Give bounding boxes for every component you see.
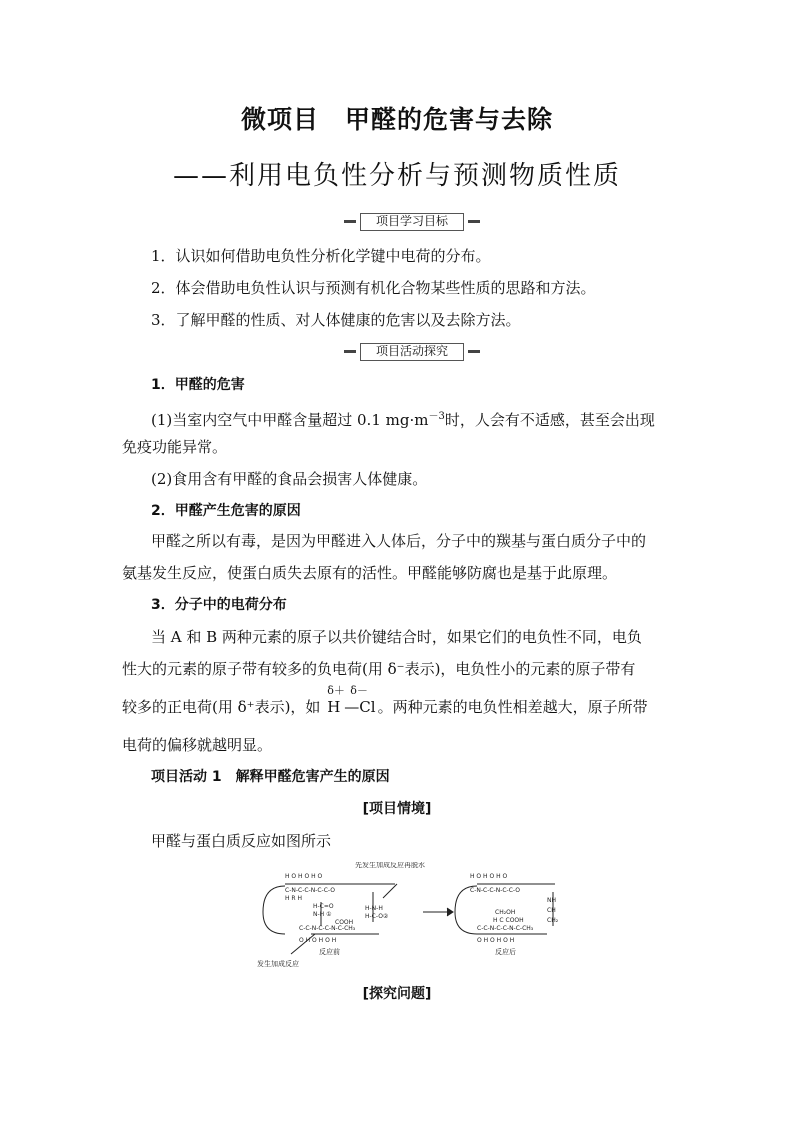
page-subtitle: ——利用电负性分析与预测物质性质 xyxy=(172,161,621,191)
svg-text:C-N-C-C-N-C-C-O: C-N-C-C-N-C-C-O xyxy=(470,887,520,894)
section-heading: 2．甲醛产生危害的原因 xyxy=(151,503,301,519)
svg-text:CH₂: CH₂ xyxy=(547,917,559,924)
svg-text:C-C-N-C-C-N-C-CH₃: C-C-N-C-C-N-C-CH₃ xyxy=(299,925,356,932)
section-banner-activities xyxy=(344,343,480,359)
question-label: [探究问题] xyxy=(362,986,432,1002)
paragraph: 当 A 和 B 两种元素的原子以共价键结合时，如果它们的电负性不同，电负 xyxy=(151,628,642,646)
svg-text:H-C-O②: H-C-O② xyxy=(365,913,389,920)
svg-text:N-H ①: N-H ① xyxy=(313,911,332,918)
section-banner-goals xyxy=(344,213,480,229)
figure-label-after: 反应后 xyxy=(495,948,516,956)
section-heading: 3．分子中的电荷分布 xyxy=(151,597,287,613)
svg-text:O H O H O H: O H O H O H xyxy=(477,937,515,944)
reaction-diagram xyxy=(255,862,575,972)
paragraph: 较多的正电荷(用 δ⁺表示)，如 δ＋ H δ－ —Cl 。两种元素的电负性相差越大，原子所带 xyxy=(122,695,682,719)
hcl-formula: δ＋ H xyxy=(327,684,345,716)
paragraph: 免疫功能异常。 xyxy=(122,438,228,456)
banner-label: 项目学习目标 xyxy=(360,213,464,231)
svg-text:NH: NH xyxy=(547,897,556,904)
banner-label: 项目活动探究 xyxy=(360,343,464,361)
svg-text:H O H O H O: H O H O H O xyxy=(285,873,323,880)
svg-text:H-C=O: H-C=O xyxy=(313,903,334,910)
svg-text:H O H O H O: H O H O H O xyxy=(470,873,508,880)
goal-item: 1．认识如何借助电负性分析化学键中电荷的分布。 xyxy=(151,247,491,265)
svg-text:H-N-H: H-N-H xyxy=(365,905,383,912)
paragraph: 电荷的偏移就越明显。 xyxy=(122,736,273,754)
paragraph: 氨基发生反应，使蛋白质失去原有的活性。甲醛能够防腐也是基于此原理。 xyxy=(122,564,618,582)
figure-label-before: 反应前 xyxy=(319,948,340,956)
section-heading: 1．甲醛的危害 xyxy=(151,377,245,393)
svg-text:O H O H O H: O H O H O H xyxy=(299,937,337,944)
paragraph: (1)当室内空气中甲醛含量超过 0.1 $mg\cdot m^{-3}$时，人会有不适感，甚至会出现 xyxy=(151,411,655,429)
paragraph: (2)食用含有甲醛的食品会损害人体健康。 xyxy=(151,470,428,488)
svg-text:CH₂OH: CH₂OH xyxy=(495,909,516,916)
paragraph: 性大的元素的原子带有较多的负电荷(用 δ⁻表示)，电负性小的元素的原子带有 xyxy=(122,660,636,678)
figure-note-top: 先发生加成反应再脱水 xyxy=(355,862,425,869)
svg-text:H R H: H R H xyxy=(285,895,303,902)
goal-item: 2．体会借助电负性认识与预测有机化合物某些性质的思路和方法。 xyxy=(151,279,596,297)
paragraph: 甲醛之所以有毒，是因为甲醛进入人体后，分子中的羰基与蛋白质分子中的 xyxy=(151,532,647,550)
figure-note-bottom: 发生加成反应 xyxy=(257,960,299,968)
page-title: 微项目 甲醛的危害与去除 xyxy=(240,105,553,134)
figure-caption: 甲醛与蛋白质反应如图所示 xyxy=(151,832,332,850)
svg-text:H C COOH: H C COOH xyxy=(493,917,524,924)
svg-text:C-N-C-C-N-C-C-O: C-N-C-C-N-C-C-O xyxy=(285,887,335,894)
svg-text:COOH: COOH xyxy=(335,919,354,926)
goal-item: 3．了解甲醛的性质、对人体健康的危害以及去除方法。 xyxy=(151,311,521,329)
svg-text:CH: CH xyxy=(547,907,556,914)
situation-label: [项目情境] xyxy=(362,801,432,817)
svg-text:C-C-N-C-C-N-C-CH₃: C-C-N-C-C-N-C-CH₃ xyxy=(477,925,534,932)
activity-heading: 项目活动 1 解释甲醛危害产生的原因 xyxy=(151,769,390,785)
